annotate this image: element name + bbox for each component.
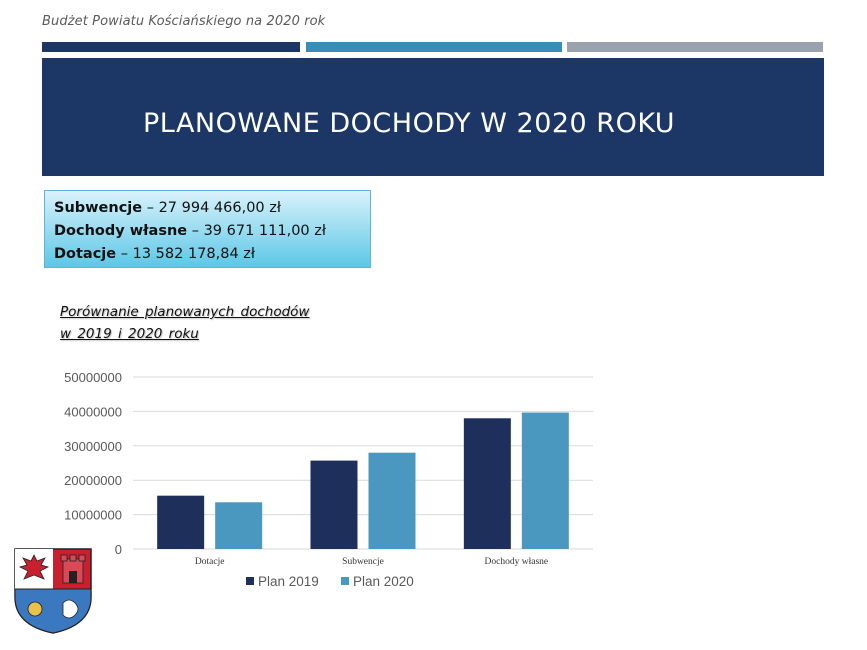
summary-value: – 27 994 466,00 zł bbox=[142, 200, 281, 216]
y-tick-label: 40000000 bbox=[64, 404, 122, 420]
y-tick-label: 30000000 bbox=[64, 438, 122, 454]
summary-line-dochody bbox=[54, 220, 370, 243]
x-category-label: Dotacje bbox=[194, 557, 225, 567]
summary-label: Subwencje bbox=[54, 200, 143, 216]
income-summary-box bbox=[44, 190, 371, 268]
legend-swatch bbox=[246, 577, 254, 585]
summary-line-subwencje bbox=[54, 197, 370, 220]
y-tick-label: 50000000 bbox=[64, 370, 122, 385]
bar-plan-2020 bbox=[522, 413, 569, 549]
chart-title-line-2: w 2019 i 2020 roku bbox=[60, 326, 199, 342]
header-bar-gray bbox=[567, 42, 823, 52]
chart-title-line-1: Porównanie planowanych dochodów bbox=[60, 304, 310, 320]
y-tick-label: 20000000 bbox=[64, 473, 122, 489]
bar-plan-2019 bbox=[157, 496, 204, 549]
legend-label: Plan 2020 bbox=[353, 574, 414, 589]
summary-label: Dotacje bbox=[54, 246, 117, 262]
bar-plan-2020 bbox=[215, 502, 262, 549]
county-coat-of-arms-icon bbox=[13, 547, 93, 635]
header-bar-blue bbox=[306, 42, 562, 52]
legend-swatch bbox=[341, 577, 349, 585]
title-banner bbox=[42, 58, 824, 176]
header-bar-dark bbox=[42, 42, 300, 52]
summary-value: – 13 582 178,84 zł bbox=[116, 246, 256, 262]
summary-value: – 39 671 111,00 zł bbox=[187, 223, 326, 239]
document-header: Budżet Powiatu Kościańskiego na 2020 rok bbox=[42, 14, 326, 29]
page-title: PLANOWANE DOCHODY W 2020 ROKU bbox=[143, 108, 676, 139]
bar-plan-2020 bbox=[369, 453, 416, 549]
income-bar-chart bbox=[0, 360, 640, 600]
chart-title bbox=[60, 301, 309, 345]
summary-label: Dochody własne bbox=[54, 223, 188, 239]
y-tick-label: 10000000 bbox=[64, 507, 122, 523]
x-category-label: Subwencje bbox=[342, 557, 384, 567]
bar-plan-2019 bbox=[311, 461, 358, 549]
y-tick-label: 0 bbox=[114, 542, 122, 557]
bar-plan-2019 bbox=[464, 418, 511, 549]
summary-line-dotacje bbox=[54, 243, 370, 266]
legend-label: Plan 2019 bbox=[258, 574, 319, 589]
x-category-label: Dochody własne bbox=[484, 557, 549, 567]
